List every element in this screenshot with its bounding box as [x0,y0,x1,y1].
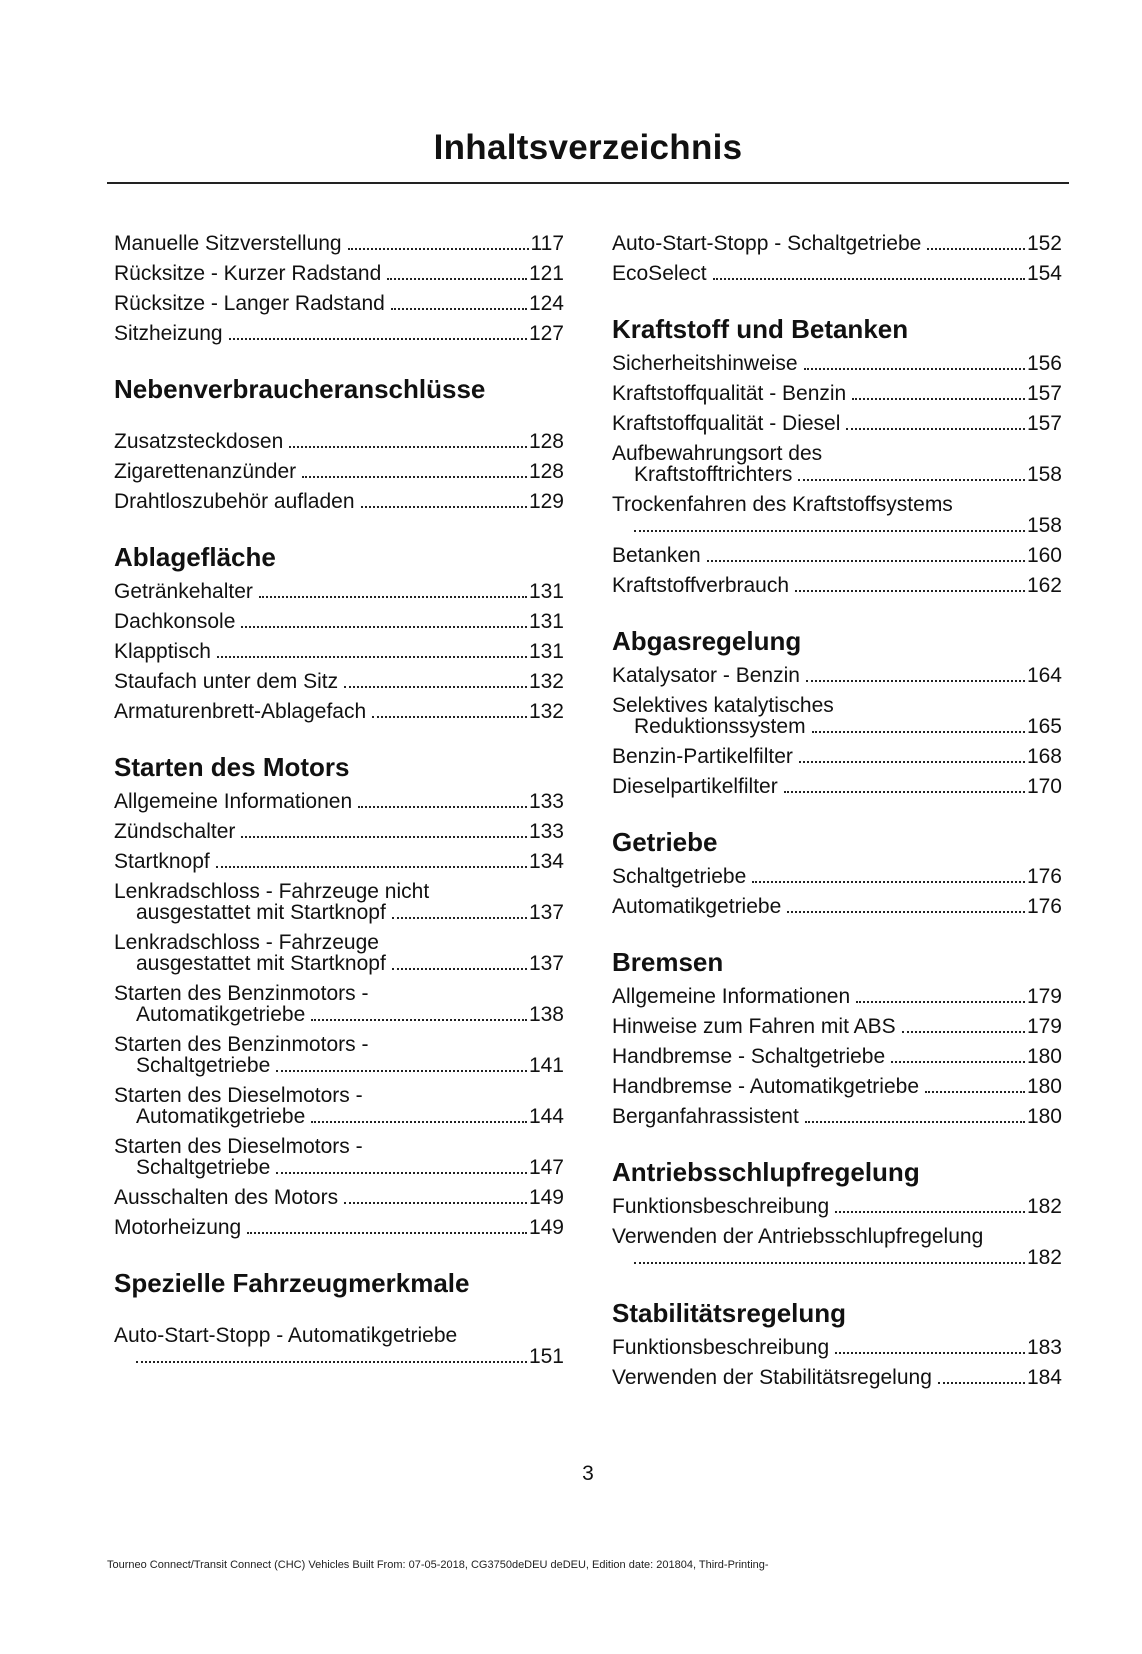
dot-leader [391,308,527,310]
toc-entry-line [114,851,564,872]
toc-entry-line [114,671,564,692]
toc-entry-line [612,1196,1062,1217]
toc-entry-page: 184 [1026,1366,1062,1389]
toc-entry-title: Rücksitze - Kurzer Radstand [114,262,382,285]
toc-entry-title-continued: Kraftstofftrichters [634,463,793,486]
section-heading: Stabilitätsregelung [612,1298,847,1328]
dot-leader [229,338,527,340]
dot-leader [247,1232,527,1234]
toc-entry-page: 183 [1026,1336,1062,1359]
toc-entry[interactable] [612,233,1062,254]
toc-entry-page: 117 [530,232,564,255]
dot-leader [799,761,1025,763]
dot-leader [856,1001,1025,1003]
toc-entry-page: 158 [1026,514,1062,537]
toc-entry[interactable] [114,1217,564,1238]
toc-entry-page: 182 [1026,1195,1062,1218]
toc-entry-page: 164 [1026,664,1062,687]
toc-entry-title: Zigarettenanzünder [114,460,297,483]
toc-entry-line [612,1106,1062,1127]
toc-entry-line [612,746,1062,767]
toc-entry[interactable] [612,695,1062,737]
toc-entry-line [612,716,1062,737]
dot-leader [392,968,527,970]
toc-entry-title: Schaltgetriebe [612,865,747,888]
toc-entry-title: Hinweise zum Fahren mit ABS [612,1015,896,1038]
toc-entry-line [114,1136,564,1157]
page-title: Inhaltsverzeichnis [433,128,743,167]
toc-entry-title: Funktionsbeschreibung [612,1336,830,1359]
toc-entry-page: 128 [528,460,564,483]
dot-leader [302,476,527,478]
toc-entry-title-continued: Schaltgetriebe [136,1054,271,1077]
page-number: 3 [582,1462,594,1485]
toc-entry-line [114,953,564,974]
dot-leader [136,1361,527,1363]
section-heading: Bremsen [612,947,724,977]
toc-entry-title: Armaturenbrett-Ablagefach [114,700,367,723]
toc-entry[interactable] [114,233,564,254]
toc-left-column [114,224,564,1367]
toc-entry[interactable] [612,896,1062,917]
toc-entry-line [612,575,1062,596]
toc-entry-line [114,581,564,602]
dot-leader [804,368,1025,370]
toc-entry-line [612,383,1062,404]
section-heading: Kraftstoff und Betanken [612,314,909,344]
toc-entry-page: 180 [1026,1045,1062,1068]
toc-entry-page: 147 [528,1156,564,1179]
dot-leader [795,590,1025,592]
toc-entry[interactable] [114,791,564,812]
toc-entry-page: 127 [528,322,564,345]
toc-entry-line [612,263,1062,284]
toc-entry-page: 176 [1026,865,1062,888]
toc-entry-title: Handbremse - Automatikgetriebe [612,1075,919,1098]
title-divider [107,182,1069,184]
toc-entry-title: Verwenden der Stabilitätsregelung [612,1366,932,1389]
dot-leader [358,806,527,808]
toc-entry[interactable] [114,431,564,452]
dot-leader [852,398,1025,400]
dot-leader [311,1019,527,1021]
toc-entry[interactable] [612,1046,1062,1067]
toc-entry-title: Betanken [612,544,701,567]
toc-entry-page: 180 [1026,1105,1062,1128]
toc-entry[interactable] [612,575,1062,596]
dot-leader [311,1121,527,1123]
toc-entry-line [114,1346,564,1367]
toc-entry-title: Allgemeine Informationen [612,985,851,1008]
toc-entry-page: 165 [1026,715,1062,738]
toc-entry-title: Katalysator - Benzin [612,664,800,687]
toc-entry-page: 128 [528,430,564,453]
toc-entry-page: 154 [1026,262,1062,285]
toc-entry-line [114,431,564,452]
toc-entry-title-continued: Automatikgetriebe [136,1105,306,1128]
toc-entry-line [114,1004,564,1025]
toc-entry-line [114,1217,564,1238]
toc-entry-line [612,1226,1062,1247]
dot-leader [348,248,529,250]
toc-entry-line [114,791,564,812]
toc-entry[interactable] [612,1337,1062,1358]
toc-entry-title: Sitzheizung [114,322,223,345]
dot-leader [289,446,527,448]
toc-entry-line [612,233,1062,254]
dot-leader [241,626,527,628]
toc-entry-line [612,464,1062,485]
toc-entry-page: 131 [528,640,564,663]
toc-entry[interactable] [612,443,1062,485]
dot-leader [835,1352,1025,1354]
toc-entry[interactable] [114,701,564,722]
toc-entry-title-continued: ausgestattet mit Startknopf [136,952,386,975]
toc-entry-title: Kraftstoffverbrauch [612,574,790,597]
toc-entry-title: Verwenden der Antriebsschlupfregelung [612,1225,984,1248]
dot-leader [812,731,1025,733]
toc-entry-page: 131 [528,610,564,633]
toc-entry-line [114,1325,564,1346]
toc-entry[interactable] [114,581,564,602]
toc-entry-page: 179 [1026,985,1062,1008]
toc-entry-page: 157 [1026,382,1062,405]
dot-leader [938,1382,1025,1384]
section-heading: Abgasregelung [612,626,802,656]
dot-leader [344,1202,527,1204]
toc-entry[interactable] [114,932,564,974]
toc-entry-title: Lenkradschloss - Fahrzeuge nicht [114,880,430,903]
dot-leader [217,656,527,658]
toc-entry[interactable] [114,491,564,512]
toc-entry-title: Lenkradschloss - Fahrzeuge [114,931,379,954]
dot-leader [344,686,527,688]
section-heading: Ablagefläche [114,542,276,572]
toc-entry[interactable] [612,1076,1062,1097]
toc-entry-page: 124 [528,292,564,315]
toc-entry-title-continued: Automatikgetriebe [136,1003,306,1026]
toc-entry-line [612,1337,1062,1358]
toc-entry-page: 157 [1026,412,1062,435]
toc-entry-line [612,695,1062,716]
toc-entry-title-continued: Schaltgetriebe [136,1156,271,1179]
toc-entry-title: Dachkonsole [114,610,236,633]
toc-entry-page: 121 [528,262,564,285]
dot-leader [707,560,1025,562]
toc-entry[interactable] [612,263,1062,284]
toc-entry-title: Drahtloszubehör aufladen [114,490,355,513]
toc-entry-title-continued: ausgestattet mit Startknopf [136,901,386,924]
toc-entry-title: Trockenfahren des Kraftstoffsystems [612,493,953,516]
toc-entry-line [114,611,564,632]
toc-entry-page: 138 [528,1003,564,1026]
toc-entry-title-continued: Reduktionssystem [634,715,806,738]
toc-entry[interactable] [612,413,1062,434]
toc-entry-line [114,233,564,254]
toc-entry[interactable] [114,641,564,662]
toc-entry[interactable] [612,1196,1062,1217]
dot-leader [927,248,1025,250]
toc-entry-title: Automatikgetriebe [612,895,782,918]
toc-entry-line [114,263,564,284]
toc-entry[interactable] [114,461,564,482]
toc-entry-page: 133 [528,790,564,813]
toc-entry-line [114,902,564,923]
toc-entry-page: 133 [528,820,564,843]
dot-leader [259,596,527,598]
toc-entry-title: Zündschalter [114,820,236,843]
toc-entry-line [612,1076,1062,1097]
dot-leader [835,1211,1025,1213]
dot-leader [806,680,1025,682]
dot-leader [241,836,527,838]
toc-entry-title: EcoSelect [612,262,707,285]
toc-entry-page: 149 [528,1186,564,1209]
toc-entry-line [612,1247,1062,1268]
toc-entry[interactable] [114,1187,564,1208]
toc-entry-page: 170 [1026,775,1062,798]
toc-entry-line [114,932,564,953]
toc-entry-title: Ausschalten des Motors [114,1186,339,1209]
toc-entry-page: 182 [1026,1246,1062,1269]
section-heading: Getriebe [612,827,718,857]
toc-entry-title: Starten des Benzinmotors - [114,982,369,1005]
dot-leader [713,278,1025,280]
toc-entry-title: Getränkehalter [114,580,253,603]
toc-entry-line [114,881,564,902]
toc-entry-line [114,1187,564,1208]
toc-entry-line [114,1085,564,1106]
toc-entry-line [612,1046,1062,1067]
toc-entry[interactable] [114,323,564,344]
toc-entry-page: 179 [1026,1015,1062,1038]
toc-entry-title: Sicherheitshinweise [612,352,798,375]
toc-entry-title: Staufach unter dem Sitz [114,670,339,693]
toc-entry[interactable] [114,671,564,692]
dot-leader [752,881,1025,883]
toc-entry-page: 151 [528,1345,564,1368]
toc-entry[interactable] [114,1136,564,1178]
section-heading: Starten des Motors [114,752,350,782]
dot-leader [361,506,527,508]
toc-entry[interactable] [612,1016,1062,1037]
toc-entry-title: Allgemeine Informationen [114,790,353,813]
toc-entry-line [114,821,564,842]
toc-entry-title: Kraftstoffqualität - Benzin [612,382,847,405]
toc-entry-page: 149 [528,1216,564,1239]
toc-entry[interactable] [612,383,1062,404]
toc-entry[interactable] [114,293,564,314]
toc-entry-title: Dieselpartikelfilter [612,775,778,798]
dot-leader [805,1121,1025,1123]
toc-entry-page: 132 [528,670,564,693]
toc-entry-title: Klapptisch [114,640,211,663]
toc-entry-title: Startknopf [114,850,210,873]
dot-leader [634,1262,1025,1264]
toc-entry[interactable] [114,611,564,632]
toc-entry[interactable] [612,494,1062,536]
toc-entry-page: 134 [528,850,564,873]
toc-entry[interactable] [612,986,1062,1007]
toc-entry-line [612,353,1062,374]
dot-leader [216,866,527,868]
toc-entry-line [612,866,1062,887]
toc-entry-line [612,515,1062,536]
toc-entry-page: 180 [1026,1075,1062,1098]
toc-entry-title: Handbremse - Schaltgetriebe [612,1045,886,1068]
section-heading: Nebenverbraucheranschlüsse [114,374,486,404]
toc-entry-line [612,443,1062,464]
dot-leader [925,1091,1025,1093]
toc-entry-title: Kraftstoffqualität - Diesel [612,412,841,435]
dot-leader [634,530,1025,532]
toc-entry[interactable] [612,665,1062,686]
toc-entry-page: 160 [1026,544,1062,567]
toc-entry[interactable] [114,1034,564,1076]
toc-entry-line [114,461,564,482]
dot-leader [276,1172,527,1174]
toc-entry-page: 129 [528,490,564,513]
toc-entry[interactable] [114,821,564,842]
toc-right-column [612,224,1062,1388]
toc-entry[interactable] [114,881,564,923]
dot-leader [784,791,1025,793]
toc-entry-title: Benzin-Partikelfilter [612,745,793,768]
toc-entry-title: Starten des Dieselmotors - [114,1135,363,1158]
toc-entry-line [114,1055,564,1076]
toc-entry-line [114,983,564,1004]
toc-entry-title: Auto-Start-Stopp - Automatikgetriebe [114,1324,458,1347]
toc-entry-line [114,1157,564,1178]
toc-entry-title: Starten des Benzinmotors - [114,1033,369,1056]
toc-entry-line [612,1016,1062,1037]
toc-entry-line [114,1106,564,1127]
toc-entry[interactable] [114,1085,564,1127]
toc-entry[interactable] [612,545,1062,566]
toc-entry-title: Rücksitze - Langer Radstand [114,292,385,315]
toc-entry-page: 152 [1026,232,1062,255]
toc-entry[interactable] [114,851,564,872]
dot-leader [846,428,1025,430]
toc-entry-line [114,293,564,314]
toc-entry-line [612,776,1062,797]
toc-entry-line [612,665,1062,686]
dot-leader [276,1070,527,1072]
toc-entry-page: 176 [1026,895,1062,918]
toc-entry[interactable] [612,353,1062,374]
toc-entry-page: 156 [1026,352,1062,375]
toc-entry-line [612,545,1062,566]
toc-entry-title: Manuelle Sitzverstellung [114,232,342,255]
toc-entry-title: Motorheizung [114,1216,242,1239]
toc-entry-page: 168 [1026,745,1062,768]
dot-leader [392,917,527,919]
toc-entry-line [612,1367,1062,1388]
toc-entry-line [114,701,564,722]
toc-entry-page: 158 [1026,463,1062,486]
toc-entry[interactable] [114,1325,564,1367]
toc-entry[interactable] [612,1226,1062,1268]
toc-entry[interactable] [114,983,564,1025]
toc-entry[interactable] [612,1367,1062,1388]
toc-entry-title: Auto-Start-Stopp - Schaltgetriebe [612,232,922,255]
toc-entry-line [114,491,564,512]
toc-entry-line [612,896,1062,917]
toc-entry-page: 144 [528,1105,564,1128]
toc-entry-page: 137 [528,952,564,975]
toc-entry[interactable] [114,263,564,284]
toc-entry-line [114,641,564,662]
toc-entry-title: Berganfahrassistent [612,1105,799,1128]
document-footer: Tourneo Connect/Transit Connect (CHC) Vehicles Built From: 07-05-2018, CG3750deDEU deDEU, Edition date: 201804, Third-Printing- [107,1559,769,1571]
toc-entry-title: Aufbewahrungsort des [612,442,823,465]
section-heading: Spezielle Fahrzeugmerkmale [114,1268,470,1298]
toc-entry-line [612,494,1062,515]
toc-entry-page: 131 [528,580,564,603]
toc-entry[interactable] [612,866,1062,887]
toc-entry-title: Selektives katalytisches [612,694,834,717]
toc-entry-page: 137 [528,901,564,924]
toc-entry-page: 162 [1026,574,1062,597]
toc-entry-title: Funktionsbeschreibung [612,1195,830,1218]
toc-entry-page: 141 [528,1054,564,1077]
dot-leader [387,278,527,280]
toc-entry-line [114,323,564,344]
toc-entry-line [612,413,1062,434]
toc-entry[interactable] [612,776,1062,797]
toc-entry-line [114,1034,564,1055]
section-heading: Antriebsschlupfregelung [612,1157,920,1187]
toc-entry[interactable] [612,1106,1062,1127]
toc-entry[interactable] [612,746,1062,767]
dot-leader [798,479,1025,481]
dot-leader [902,1031,1025,1033]
dot-leader [787,911,1025,913]
dot-leader [891,1061,1025,1063]
toc-entry-page: 132 [528,700,564,723]
toc-entry-title: Zusatzsteckdosen [114,430,284,453]
toc-entry-line [612,986,1062,1007]
dot-leader [372,716,527,718]
toc-entry-title: Starten des Dieselmotors - [114,1084,363,1107]
